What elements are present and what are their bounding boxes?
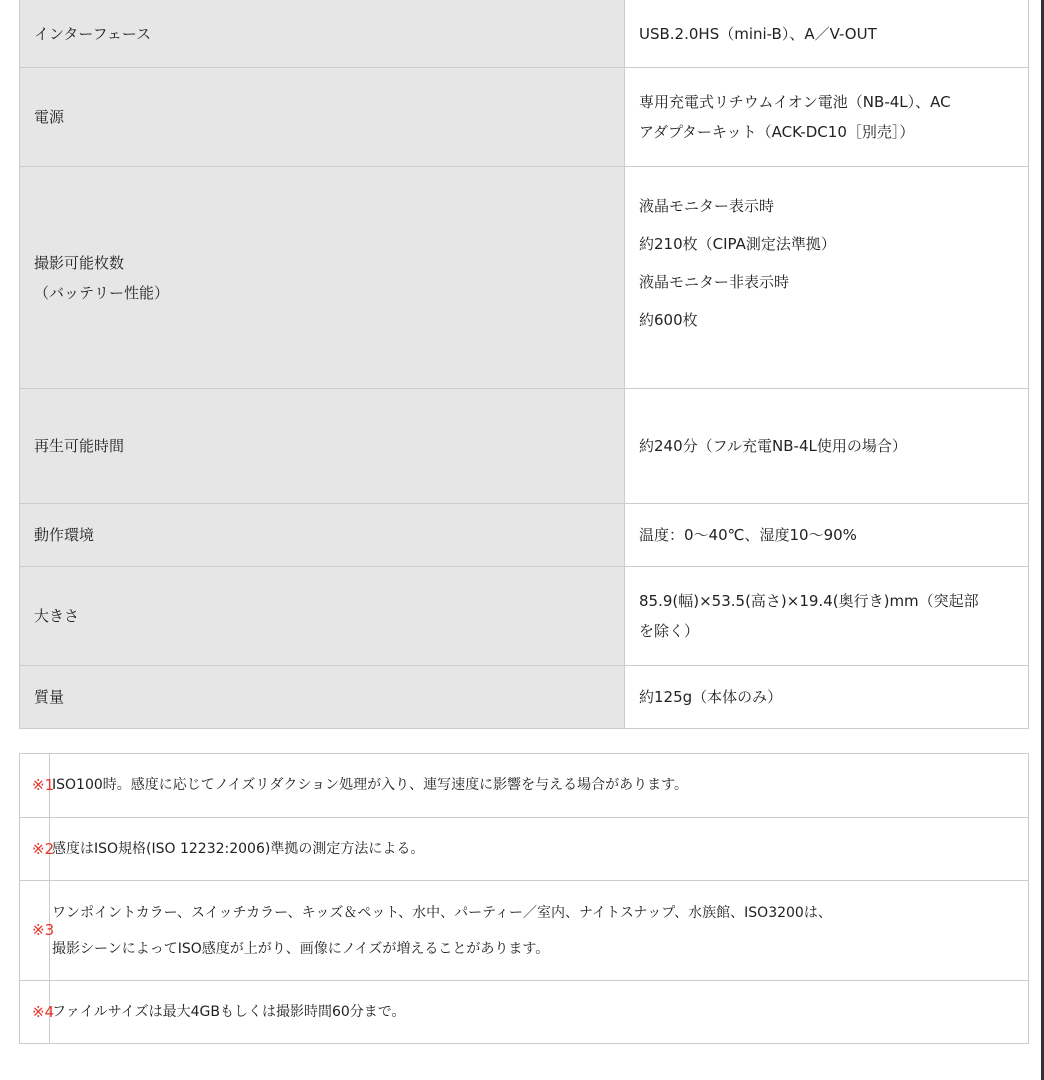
spec-value-text: 約600枚 <box>639 311 698 329</box>
note-mark <box>20 754 55 818</box>
note-text-cell <box>50 981 1029 1044</box>
spec-value-text: 約240分（フル充電NB-4L使用の場合） <box>639 437 907 455</box>
spec-value-cell <box>625 167 1029 389</box>
note-mark-text: ※2 <box>32 839 55 858</box>
note-text: ファイルサイズは最大4GBもしくは撮影時間60分まで。 <box>52 1003 406 1020</box>
spec-label-text: 質量 <box>34 688 65 706</box>
spec-label-cell <box>20 68 625 167</box>
note-row <box>20 981 1029 1044</box>
spec-value-text: 約210枚（CIPA測定法準拠） <box>639 235 836 253</box>
spec-label-cell <box>20 504 625 567</box>
spec-label-text: 再生可能時間 <box>34 437 125 455</box>
spec-label-text: 撮影可能枚数 <box>34 253 125 272</box>
spec-row-power <box>20 68 1029 167</box>
spec-label-cell <box>20 389 625 504</box>
spec-row-playback <box>20 389 1029 504</box>
spec-value-cell <box>625 68 1029 167</box>
spec-value-cell <box>625 0 1029 68</box>
note-mark <box>20 881 55 981</box>
spec-row-environment <box>20 504 1029 567</box>
note-mark <box>20 818 55 881</box>
spec-table <box>19 0 1029 729</box>
note-text-cell <box>50 881 1029 981</box>
spec-value-text: 約125g（本体のみ） <box>639 688 783 706</box>
note-mark-text: ※4 <box>32 1002 55 1021</box>
spec-value-text: を除く） <box>639 622 700 640</box>
spec-value-text: 液晶モニター非表示時 <box>639 273 790 291</box>
spec-value-cell <box>625 567 1029 666</box>
spec-label-cell <box>20 167 625 389</box>
spec-value-text: アダプターキット（ACK-DC10［別売］） <box>639 123 915 141</box>
note-row <box>20 818 1029 881</box>
spec-label-cell <box>20 666 625 729</box>
spec-value-text: 専用充電式リチウムイオン電池（NB-4L）、AC <box>639 93 951 111</box>
spec-value-text: USB.2.0HS（mini-B）、A／V-OUT <box>639 24 877 43</box>
note-mark <box>20 981 55 1044</box>
notes-table <box>19 753 1029 1044</box>
note-mark-text: ※1 <box>32 776 55 794</box>
note-row <box>20 881 1029 981</box>
spec-label-text: 大きさ <box>34 607 80 625</box>
spec-value-cell <box>625 389 1029 504</box>
spec-row-interface <box>20 0 1029 68</box>
note-text: ワンポイントカラー、スイッチカラー、キッズ＆ペット、水中、パーティー／室内、ナイトスナップ、水族館、ISO3200は、 <box>52 904 832 921</box>
note-text: 撮影シーンによってISO感度が上がり、画像にノイズが増えることがあります。 <box>52 940 550 957</box>
spec-row-shots <box>20 167 1029 389</box>
note-row <box>20 754 1029 818</box>
spec-label-cell <box>20 0 625 68</box>
note-text-cell <box>50 754 1029 818</box>
spec-value-cell <box>625 504 1029 567</box>
note-text-cell <box>50 818 1029 881</box>
note-text: ISO100時。感度に応じてノイズリダクション処理が入り、連写速度に影響を与える場合があります。 <box>52 777 688 793</box>
spec-value-text: 液晶モニター表示時 <box>639 197 775 215</box>
spec-value-text: 温度：0〜40℃、湿度10〜90% <box>639 526 857 544</box>
spec-row-size <box>20 567 1029 666</box>
spec-value-cell <box>625 666 1029 729</box>
spec-label-text: （バッテリー性能） <box>34 283 170 302</box>
spec-label-text: 動作環境 <box>34 526 95 544</box>
spec-label-text: インターフェース <box>34 24 152 43</box>
spec-row-weight <box>20 666 1029 729</box>
note-mark-text: ※3 <box>32 921 55 939</box>
spec-label-text: 電源 <box>34 108 65 126</box>
spec-value-text: 85.9(幅)×53.5(高さ)×19.4(奥行き)mm（突起部 <box>639 592 979 610</box>
note-text: 感度はISO規格(ISO 12232:2006)準拠の測定方法による。 <box>52 840 425 857</box>
spec-label-cell <box>20 567 625 666</box>
